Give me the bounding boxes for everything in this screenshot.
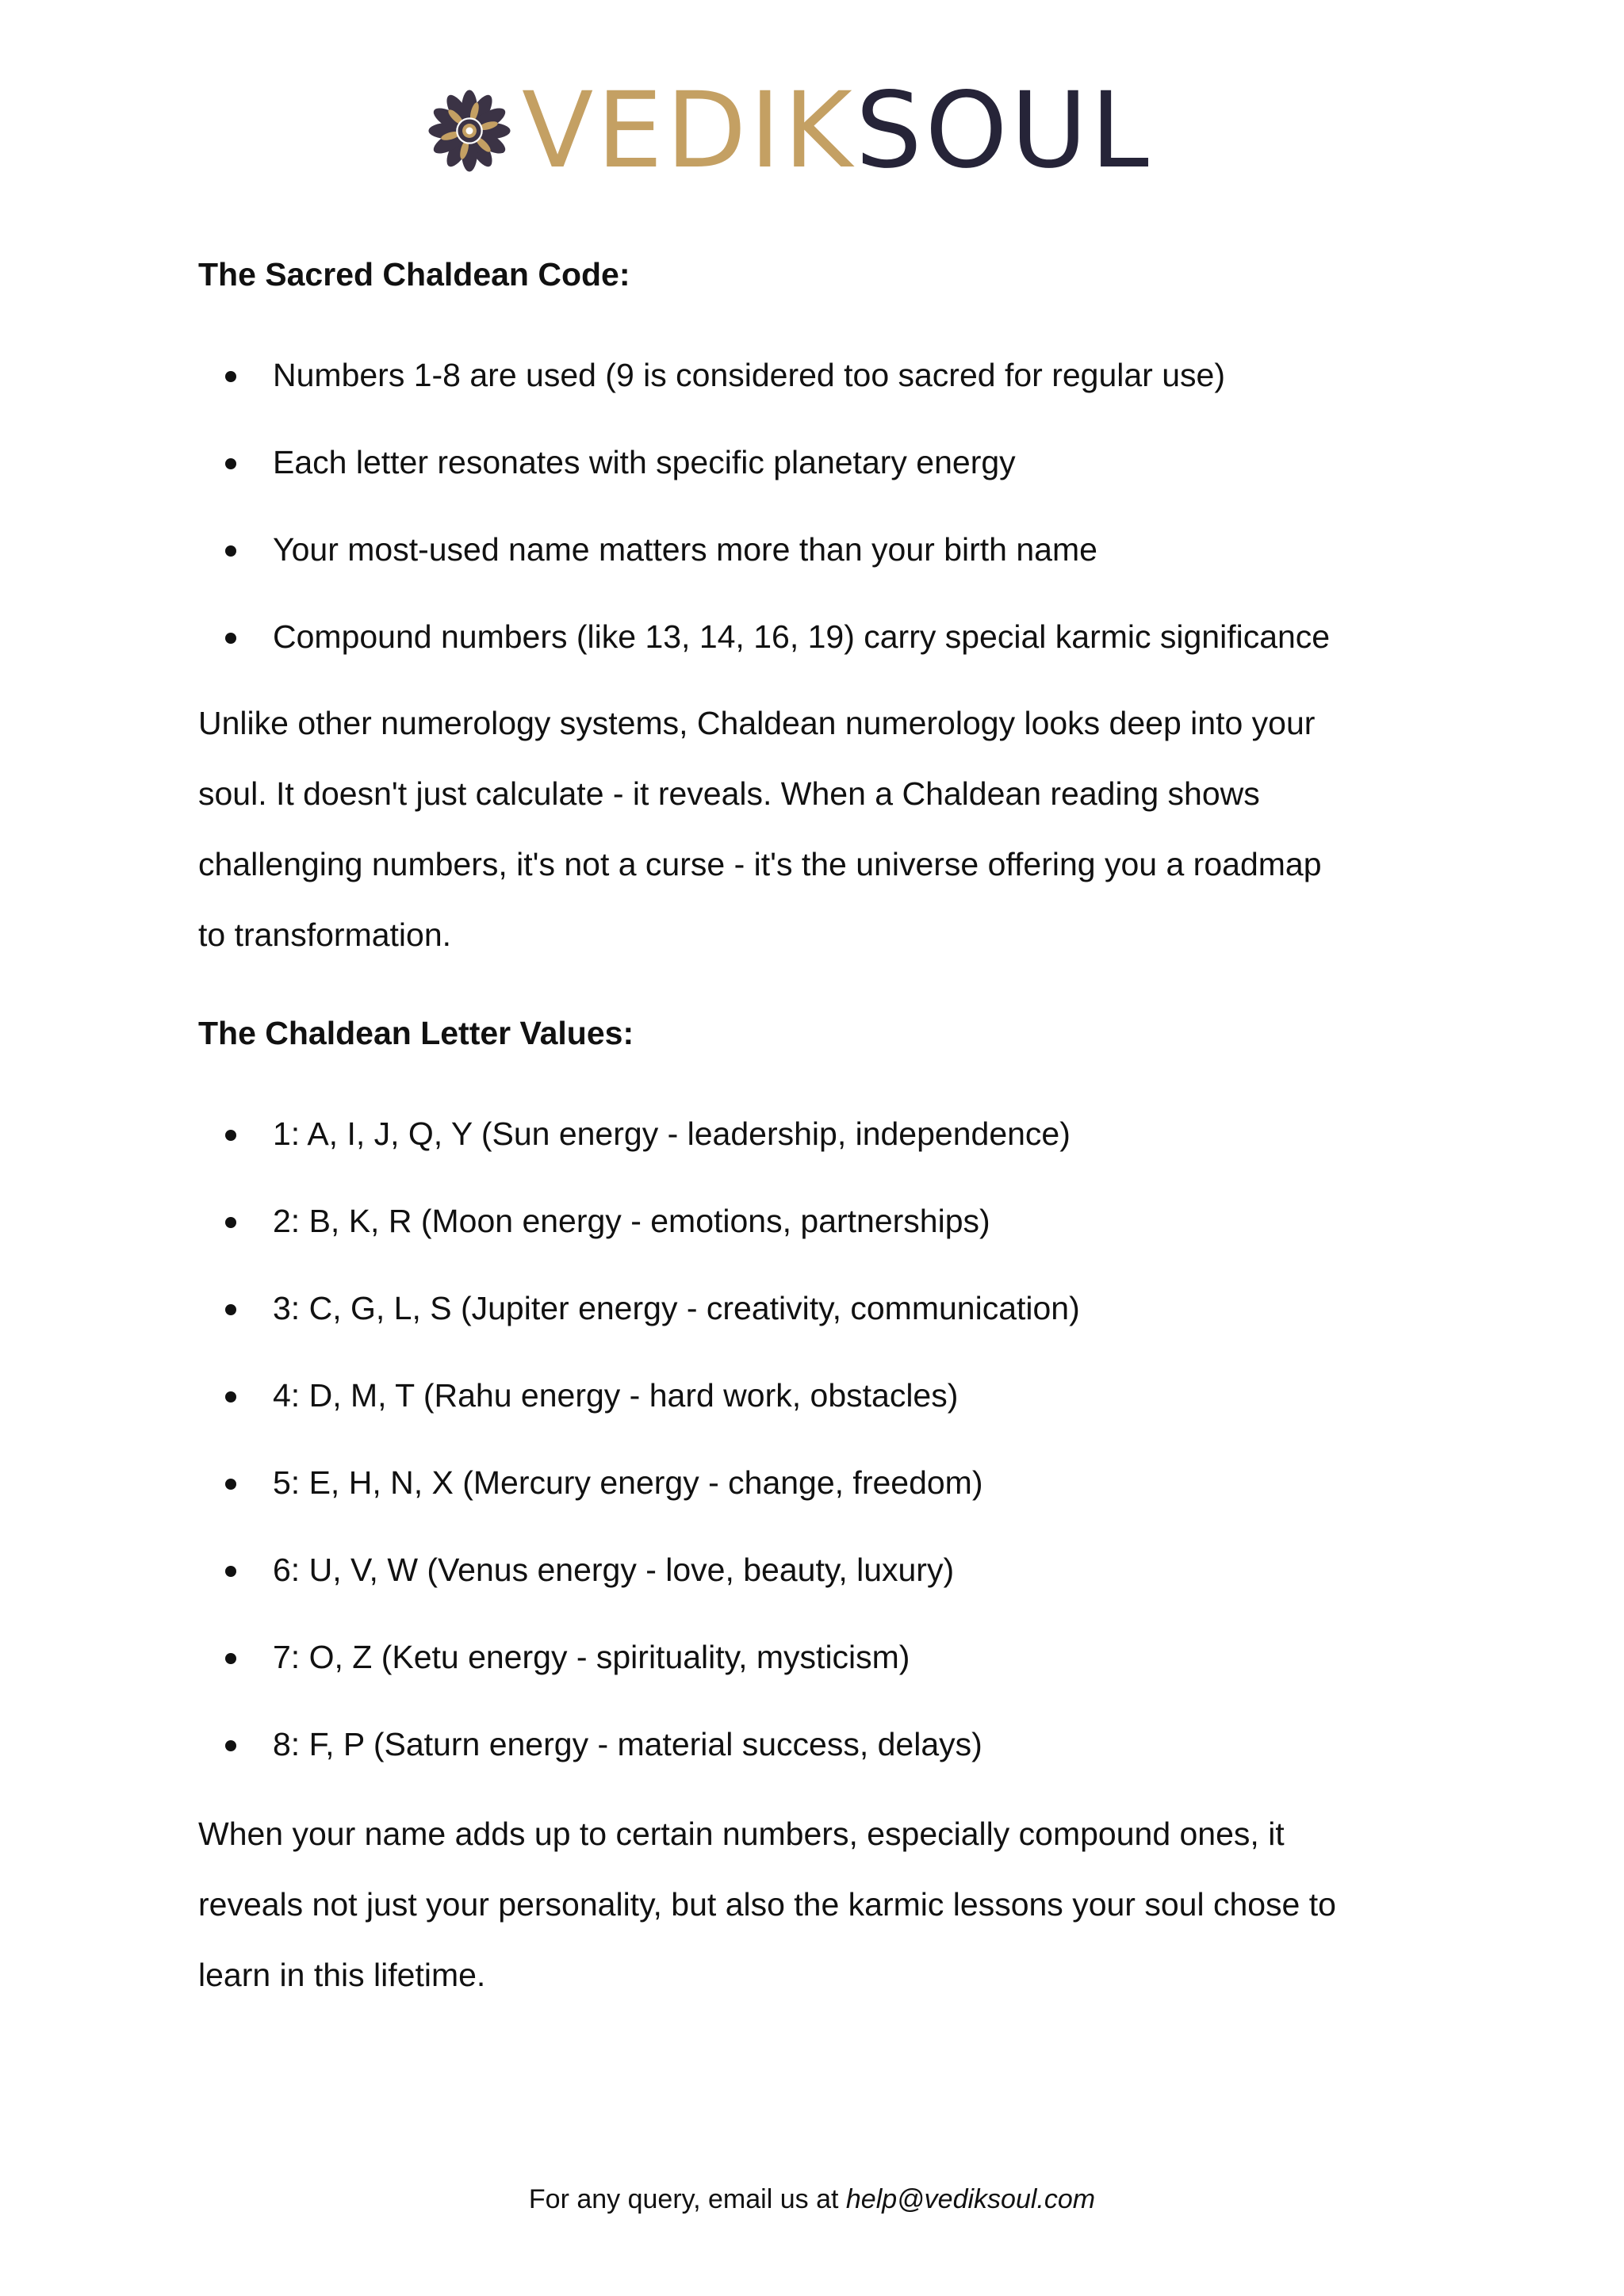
- list-item-text: 6: U, V, W (Venus energy - love, beauty, luxury): [273, 1552, 955, 1588]
- bullet-dot-icon: [225, 1130, 236, 1141]
- bullet-dot-icon: [225, 1391, 236, 1402]
- mandala-lotus-icon: [425, 86, 514, 175]
- list-item: [198, 1637, 1080, 1724]
- bullet-dot-icon: [225, 545, 236, 557]
- section-heading-sacred-code: The Sacred Chaldean Code:: [198, 256, 630, 293]
- footer-email-link[interactable]: help@vediksoul.com: [845, 2184, 1096, 2214]
- list-item: [198, 1114, 1080, 1201]
- list-item: [198, 1463, 1080, 1550]
- list-item: [198, 442, 1330, 530]
- list-item-text: 4: D, M, T (Rahu energy - hard work, obstacles): [273, 1377, 959, 1414]
- bullet-dot-icon: [225, 1479, 236, 1490]
- brand-wordmark: [522, 70, 1152, 192]
- list-item-text: Compound numbers (like 13, 14, 16, 19) carry special karmic significance: [273, 618, 1331, 655]
- bullet-dot-icon: [225, 1740, 236, 1751]
- list-item: [198, 617, 1330, 704]
- paragraph-line: reveals not just your personality, but also the karmic lessons your soul chose to: [198, 1886, 1336, 1923]
- brand-name-vedik: VEDIK: [522, 70, 856, 192]
- list-item-text: 1: A, I, J, Q, Y (Sun energy - leadership, independence): [273, 1115, 1071, 1152]
- list-item: [198, 1724, 1080, 1812]
- sacred-code-bullet-list: [198, 355, 1330, 704]
- letter-values-bullet-list: [198, 1114, 1080, 1812]
- paragraph-line: soul. It doesn't just calculate - it reveals. When a Chaldean reading shows: [198, 775, 1260, 812]
- list-item-text: 2: B, K, R (Moon energy - emotions, partnerships): [273, 1203, 990, 1239]
- brand-logo: [425, 70, 1152, 192]
- list-item-text: 5: E, H, N, X (Mercury energy - change, freedom): [273, 1464, 983, 1501]
- list-item: [198, 355, 1330, 442]
- bullet-dot-icon: [225, 633, 236, 644]
- list-item: [198, 1376, 1080, 1463]
- paragraph-line: Unlike other numerology systems, Chaldean numerology looks deep into your: [198, 705, 1316, 741]
- paragraph-line: to transformation.: [198, 916, 452, 953]
- list-item-text: Numbers 1-8 are used (9 is considered too sacred for regular use): [273, 357, 1225, 393]
- page-footer: [0, 2182, 1624, 2217]
- list-item-text: Each letter resonates with specific planetary energy: [273, 444, 1016, 480]
- list-item: [198, 1288, 1080, 1376]
- footer-text: For any query, email us at: [528, 2184, 846, 2214]
- bullet-dot-icon: [225, 371, 236, 382]
- bullet-dot-icon: [225, 1566, 236, 1577]
- sacred-code-paragraph: [198, 703, 1435, 985]
- bullet-dot-icon: [225, 458, 236, 469]
- section-heading-letter-values: The Chaldean Letter Values:: [198, 1015, 634, 1051]
- list-item-text: 3: C, G, L, S (Jupiter energy - creativity, communication): [273, 1290, 1080, 1326]
- list-item: [198, 1550, 1080, 1637]
- bullet-dot-icon: [225, 1653, 236, 1664]
- letter-values-paragraph: [198, 1814, 1435, 2026]
- list-item-text: 8: F, P (Saturn energy - material success, delays): [273, 1726, 982, 1762]
- list-item-text: Your most-used name matters more than your birth name: [273, 531, 1097, 568]
- list-item: [198, 1201, 1080, 1288]
- bullet-dot-icon: [225, 1304, 236, 1315]
- brand-name-soul: SOUL: [855, 70, 1152, 192]
- paragraph-line: learn in this lifetime.: [198, 1957, 486, 1993]
- paragraph-line: challenging numbers, it's not a curse - it's the universe offering you a roadmap: [198, 846, 1322, 882]
- list-item-text: 7: O, Z (Ketu energy - spirituality, mysticism): [273, 1639, 910, 1675]
- bullet-dot-icon: [225, 1217, 236, 1228]
- paragraph-line: When your name adds up to certain numbers, especially compound ones, it: [198, 1816, 1285, 1852]
- list-item: [198, 530, 1330, 617]
